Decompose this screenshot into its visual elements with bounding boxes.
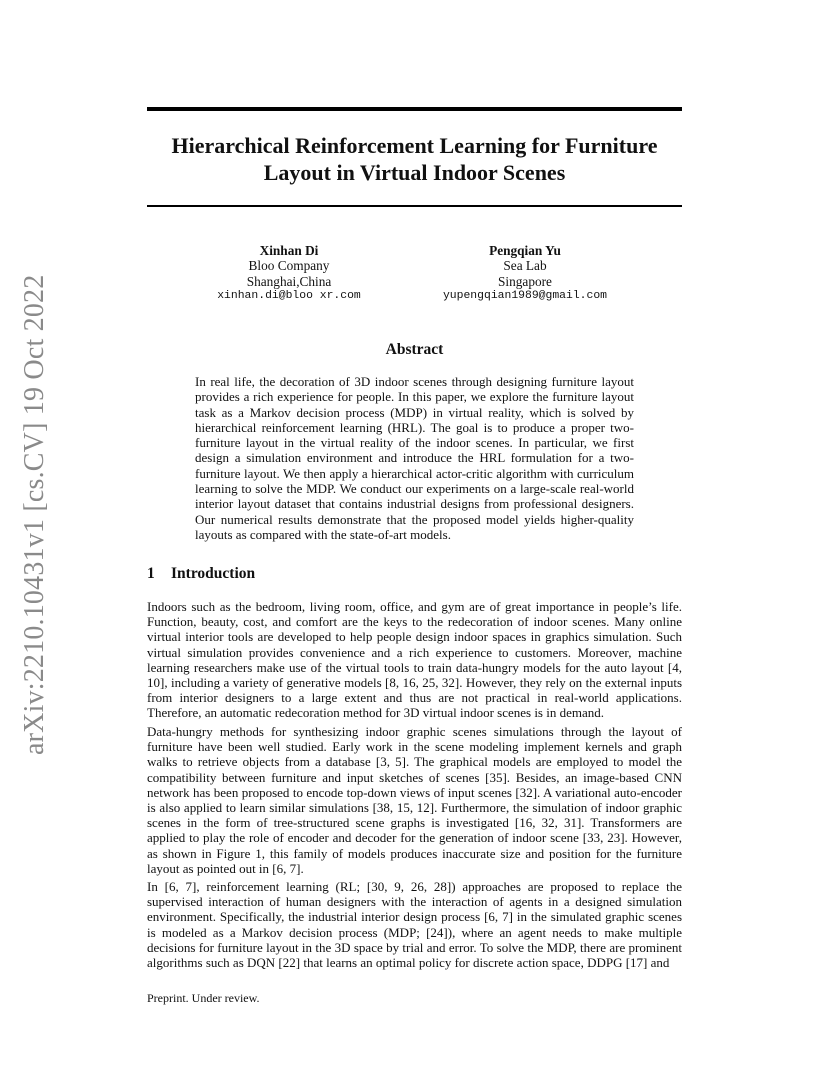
author-2 — [425, 243, 625, 304]
section-title: Introduction — [171, 565, 256, 582]
author-affiliation: Bloo Company — [248, 258, 330, 274]
abstract-heading: Abstract — [385, 341, 444, 358]
abstract-text: In real life, the decoration of 3D indoor scenes through designing furniture layout provides a rich experience for people. In this paper, we explore the furniture layout task as a Markov decision process (MDP) in virtual reality, which is solved by hierarchical reinforcement learning (HRL). The goal is to produce a proper two-furniture layout in the virtual reality of the indoor scenes. In particular, we first design a simulation environment and introduce the HRL formulation for a two-furniture layout. We then apply a hierarchical actor-critic algorithm with curriculum learning to solve the MDP. We conduct our experiments on a large-scale real-world interior layout dataset that contains industrial designs from professional designers. Our numerical results demonstrate that the proposed model yields higher-quality layouts as compared with the state-of-art models. — [195, 374, 634, 542]
title-bottom-rule — [147, 205, 682, 207]
paragraph: In [6, 7], reinforcement learning (RL; [30, 9, 26, 28]) approaches are proposed to replace the supervised interaction of human designers with the interaction of agents in a designed simulation environment. Specifically, the industrial interior design process [6, 7] in the simulated graphic scenes is modeled as a Markov decision process (MDP; [24]), where an agent needs to make multiple decisions for furniture layout in the 3D space by trial and error. To solve the MDP, there are prominent algorithms such as DQN [22] that learns an optimal policy for discrete action space, DDPG [17] and — [147, 879, 682, 971]
author-name: Pengqian Yu — [489, 243, 561, 258]
author-location: Singapore — [498, 273, 552, 289]
author-location: Shanghai,China — [246, 273, 332, 289]
author-name: Xinhan Di — [259, 243, 319, 258]
footer-note: Preprint. Under review. — [147, 991, 260, 1005]
arxiv-identifier: arXiv:2210.10431v1 [cs.CV] 19 Oct 2022 — [19, 274, 50, 755]
section-number: 1 — [147, 565, 155, 582]
title-line-2: Layout in Virtual Indoor Scenes — [263, 160, 566, 185]
author-email[interactable]: yupengqian1989@gmail.com — [442, 289, 608, 302]
paragraph: Data-hungry methods for synthesizing indoor graphic scenes simulations through the layout of furniture have been well studied. Early work in the scene modeling implement kernels and graph walks to retrieve objects from a database [3, 5]. The graphical models are employed to model the compatibility between furniture and input sketches of scenes [35]. Besides, an image-based CNN network has been proposed to encode top-down views of input scenes [32]. A variational auto-encoder is also applied to learn similar simulations [38, 15, 12]. Furthermore, the simulation of indoor graphic scenes in the form of tree-structured scene graphs is investigated [16, 32, 31]. Transformers are applied to play the role of encoder and decoder for the generation of indoor scene [33, 23]. However, as shown in Figure 1, this family of models produces inaccurate size and position for the furniture layout as pointed out in [6, 7]. — [147, 724, 682, 876]
author-1 — [199, 243, 379, 304]
top-rule — [147, 107, 682, 111]
section-heading — [147, 565, 255, 583]
paragraph: Indoors such as the bedroom, living room, office, and gym are of great importance in people’s life. Function, beauty, cost, and comfort are the keys to the redecoration of indoor scenes. Many online virtual interior tools are developed to help people design indoor spaces in graphics simulation. Such virtual simulation provides convenience and a rich experience to customers. Moreover, machine learning researchers make use of the virtual tools to train data-hungry models for the auto layout [4, 10], including a variety of generative models [8, 16, 25, 32]. However, they rely on the external inputs from interior designers to a large extent and thus are not practical in real-world applications. Therefore, an automatic redecoration method for 3D virtual indoor scenes is in demand. — [147, 599, 682, 721]
author-affiliation: Sea Lab — [503, 258, 547, 274]
paper-title — [147, 132, 682, 186]
author-email[interactable]: xinhan.di@bloo xr.com — [217, 289, 361, 302]
title-line-1: Hierarchical Reinforcement Learning for Furniture — [171, 133, 658, 158]
